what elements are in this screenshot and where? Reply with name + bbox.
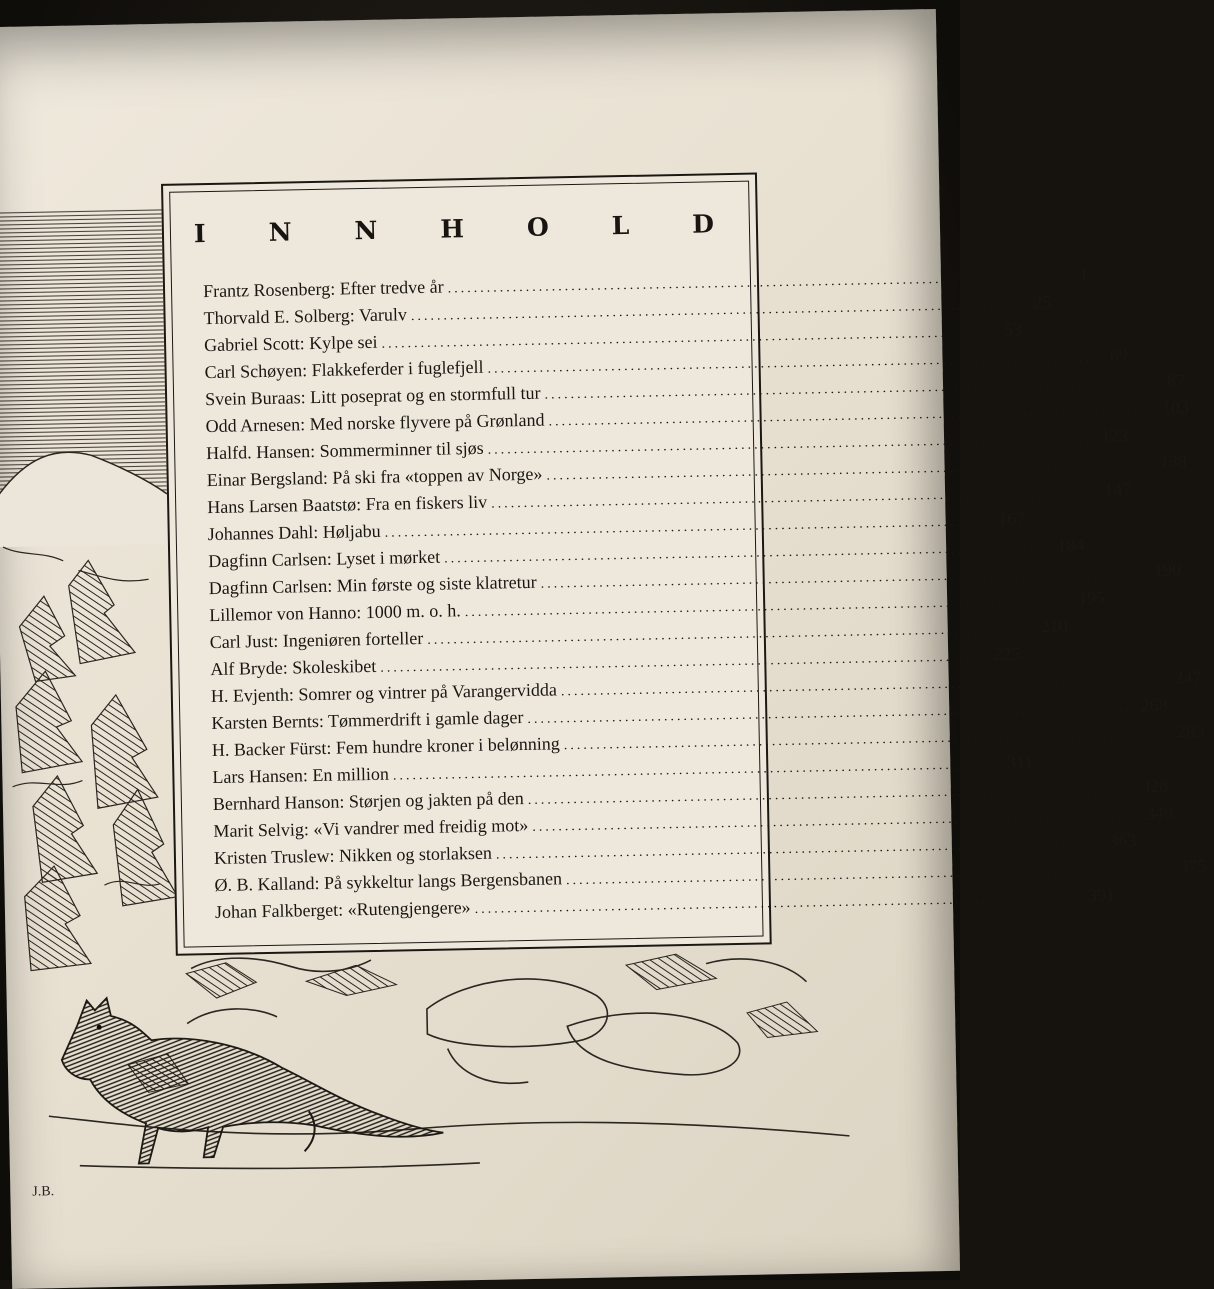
entry-page: 225: [993, 643, 1021, 665]
entry-author: H. Evjenth:: [210, 684, 295, 707]
entry-title: Nikken og storlaksen: [338, 842, 493, 866]
entry-title: Kylpe sei: [308, 331, 378, 354]
entry-page: 348: [1145, 802, 1173, 824]
entry-title: Fra en fiskers liv: [365, 491, 488, 515]
entry-page: 328: [1141, 775, 1169, 797]
entry-title: Skoleskibet: [292, 655, 377, 678]
entry-title: Litt poseprat og en stormfull tur: [309, 382, 541, 408]
entry-page: 363: [1109, 830, 1137, 851]
entry-author: Dagfinn Carlsen:: [208, 575, 333, 599]
entry-author: Einar Bergsland:: [206, 467, 329, 491]
book-page: [0, 9, 1207, 1289]
entry-author: Halfd. Hansen:: [205, 441, 316, 464]
entry-author: Kristen Truslew:: [213, 845, 335, 869]
entry-page: 139: [1159, 451, 1187, 472]
entry-author: Thorvald E. Solberg:: [203, 305, 355, 329]
entry-page: 25: [1033, 291, 1052, 313]
entry-page: 184: [1057, 534, 1085, 555]
entry-title: Flakkeferder i fuglefjell: [311, 356, 484, 381]
heading-letter: O: [526, 212, 549, 242]
fox-figure: [61, 992, 444, 1165]
entry-author: Johan Falkberget:: [214, 899, 344, 923]
entry-page: 268: [1140, 694, 1168, 716]
heading-letter: N: [354, 215, 378, 246]
entry-author: Gabriel Scott:: [203, 333, 305, 356]
entry-page: 87: [1166, 370, 1186, 391]
entry-title: Tømmerdrift i gamle dager: [327, 707, 524, 731]
entry-author: H. Backer Fürst:: [211, 737, 332, 761]
contents-list: [202, 264, 1207, 929]
entry-title: 1000 m. o. h.: [365, 600, 461, 623]
entry-page: 1: [1078, 264, 1089, 285]
heading-letter: L: [611, 210, 630, 241]
entry-author: Dagfinn Carlsen:: [208, 548, 332, 572]
entry-author: Ø. B. Kalland:: [214, 873, 320, 896]
entry-title: «Vi vandrer med freidig mot»: [313, 814, 529, 840]
heading-letter: I: [193, 219, 206, 249]
entry-page: 210: [1040, 615, 1068, 637]
heading-letter: H: [440, 214, 465, 244]
entry-page: 190: [1153, 559, 1182, 580]
entry-title: En million: [312, 763, 390, 786]
entry-author: Odd Arnesen:: [205, 414, 306, 437]
contents-frame: [161, 172, 1207, 955]
entry-page: 147: [1104, 479, 1132, 500]
entry-title: Ingeniøren forteller: [282, 627, 424, 651]
entry-title: «Rutengjengere»: [347, 897, 471, 920]
entry-author: Hans Larsen Baatstø:: [207, 494, 362, 518]
entry-title: Med norske flyvere på Grønland: [309, 409, 545, 435]
entry-author: Frantz Rosenberg:: [202, 278, 336, 302]
entry-title: På ski fra «toppen av Norge»: [332, 463, 543, 488]
entry-page: 69: [1109, 344, 1129, 365]
entry-title: Fem hundre kroner i belønning: [335, 733, 560, 758]
entry-author: Carl Schøyen:: [204, 360, 308, 383]
entry-author: Lillemor von Hanno:: [209, 602, 362, 626]
entry-author: Marit Selvig:: [213, 819, 310, 842]
entry-page: 247: [1174, 667, 1202, 688]
entry-title: Lyset i mørket: [336, 546, 441, 569]
entry-author: Carl Just:: [209, 630, 279, 653]
entry-page: 375: [1179, 855, 1207, 877]
entry-author: Lars Hansen:: [212, 765, 309, 788]
entry-page: 103: [1161, 397, 1190, 418]
entry-author: Karsten Bernts:: [211, 710, 325, 734]
entry-page: 195: [1077, 587, 1106, 609]
entry-title: Sommerminner til sjøs: [319, 437, 484, 461]
entry-page: 285: [1176, 720, 1205, 742]
entry-page: 123: [1100, 425, 1129, 446]
entry-title: Varulv: [358, 304, 408, 326]
entry-title: Størjen og jakten på den: [348, 788, 525, 812]
entry-author: Svein Buraas:: [204, 387, 306, 410]
entry-title: Somrer og vintrer på Varangervidda: [298, 679, 558, 705]
artist-signature: J.B.: [32, 1184, 55, 1200]
entry-author: Alf Bryde:: [210, 657, 288, 680]
entry-page: 53: [1003, 319, 1023, 340]
entry-page: 311: [1006, 751, 1034, 772]
entry-page: 391: [1087, 884, 1116, 906]
heading-letter: N: [268, 217, 292, 247]
entry-title: På sykkeltur langs Bergensbanen: [323, 868, 563, 893]
entry-title: Efter tredve år: [339, 276, 444, 299]
entry-page: 167: [997, 508, 1026, 529]
entry-title: Min første og siste klatretur: [336, 571, 537, 596]
heading-letter: D: [691, 209, 715, 239]
entry-title: Høljabu: [322, 520, 381, 542]
entry-author: Johannes Dahl:: [207, 521, 319, 545]
entry-author: Bernhard Hanson:: [212, 791, 345, 815]
